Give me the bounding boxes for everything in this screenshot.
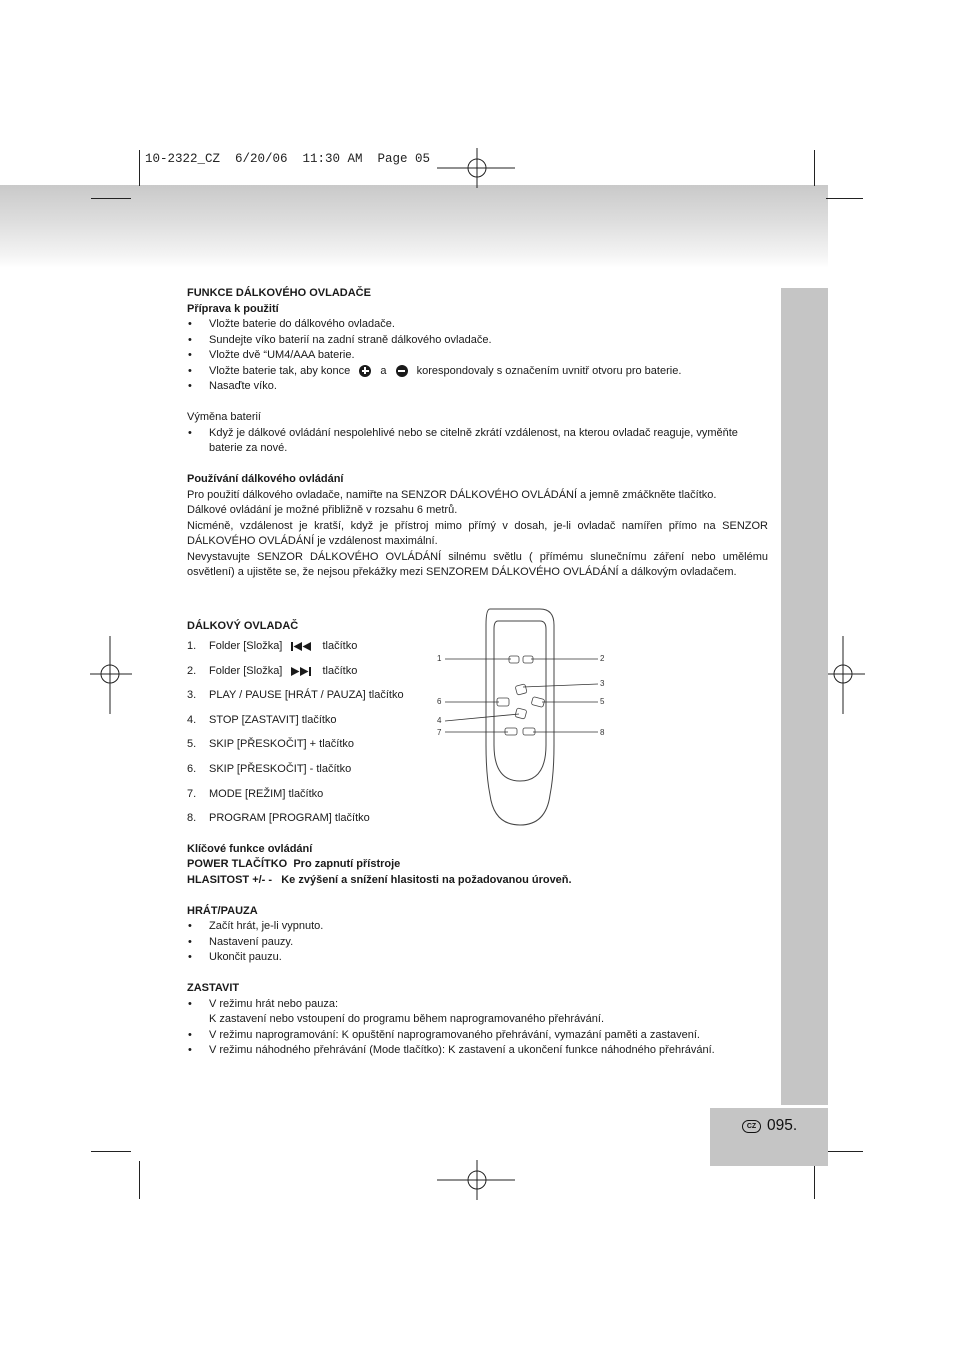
diagram-label: 3 bbox=[600, 679, 605, 688]
list-item: 8. PROGRAM [PROGRAM] tlačítko bbox=[187, 812, 370, 825]
list-item: • Nastavení pauzy. bbox=[187, 935, 768, 951]
usage-paragraph: Dálkové ovládání je možné přibližně v rozsahu 6 metrů. bbox=[187, 504, 458, 516]
side-bar bbox=[781, 288, 828, 1105]
button-1 bbox=[509, 656, 519, 663]
list-item: • Začít hrát, je-li vypnuto. bbox=[187, 919, 768, 935]
list-item: • V režimu hrát nebo pauza: K zastavení nebo vstoupení do programu během naprogramovaného přehrávání. bbox=[187, 997, 768, 1028]
volume-line: HLASITOST +/- - Ke zvýšení a snížení hlasitosti na požadovanou úroveň. bbox=[187, 873, 572, 886]
stop-title: ZASTAVIT bbox=[187, 982, 240, 995]
skip-back-icon bbox=[291, 642, 311, 651]
prep-heading: Příprava k použití bbox=[187, 302, 279, 315]
key-functions-title: Klíčové funkce ovládání bbox=[187, 842, 313, 855]
list-item: 1. Folder [Složka] tlačítko bbox=[187, 640, 358, 652]
button-4 bbox=[515, 708, 527, 719]
usage-paragraph: Nevystavujte SENZOR DÁLKOVÉHO OVLÁDÁNÍ silnému světlu ( přímému slunečnímu záření nebo umělému osvětlení) a ujistěte se, že nejsou překážky mezi SENZOREM DÁLKOVÉHO OVLÁDÁNÍ a dálkovým ovladačem. bbox=[187, 550, 768, 578]
button-8 bbox=[523, 728, 535, 735]
list-item: • Když je dálkové ovládání nespolehlivé nebo se citelně zkrátí vzdálenost, na kterou ovladač reaguje, vyměňte baterie za nové. bbox=[187, 426, 768, 457]
diagram-label: 4 bbox=[437, 716, 442, 725]
skip-forward-icon bbox=[291, 667, 311, 676]
list-item: • Vložte baterie tak, aby konce a korespondovaly s označením uvnitř otvoru pro baterie. bbox=[187, 364, 768, 380]
prep-list bbox=[187, 317, 768, 395]
button-3 bbox=[515, 684, 527, 695]
remote-list-title: DÁLKOVÝ OVLADAČ bbox=[187, 619, 299, 632]
list-item: • Sundejte víko baterií na zadní straně dálkového ovladače. bbox=[187, 333, 768, 349]
usage-paragraph: Pro použití dálkového ovladače, namiřte na SENZOR DÁLKOVÉHO OVLÁDÁNÍ a jemně zmáčkněte tlačítko. bbox=[187, 488, 717, 501]
registration-mark-top bbox=[437, 148, 517, 188]
list-item: 7. MODE [REŽIM] tlačítko bbox=[187, 787, 324, 800]
list-item: • Ukončit pauzu. bbox=[187, 950, 768, 966]
usage-paragraph: Nicméně, vzdálenost je kratší, když je přístroj mimo přímý v dosah, je-li ovladač namířen přímo na SENZOR DÁLKOVÉHO OVLÁDÁNÍ je vzdálenost maximální. bbox=[187, 519, 768, 547]
power-line: POWER TLAČÍTKO Pro zapnutí přístroje bbox=[187, 858, 401, 871]
page-number bbox=[742, 1117, 797, 1135]
remote-control-diagram bbox=[432, 605, 612, 830]
list-item: • Vložte baterie do dálkového ovladače. bbox=[187, 317, 768, 333]
registration-mark-right bbox=[823, 636, 865, 716]
diagram-label: 8 bbox=[600, 728, 605, 737]
button-2 bbox=[523, 656, 533, 663]
list-item: • Nasaďte víko. bbox=[187, 379, 768, 395]
usage-heading: Používání dálkového ovládání bbox=[187, 473, 344, 485]
list-item: 6. SKIP [PŘESKOČIT] - tlačítko bbox=[187, 762, 352, 775]
minus-icon bbox=[396, 365, 408, 377]
registration-mark-bottom bbox=[437, 1160, 517, 1200]
plus-icon bbox=[359, 365, 371, 377]
registration-mark-left bbox=[90, 636, 132, 716]
play-pause-title: HRÁT/PAUZA bbox=[187, 904, 258, 917]
diagram-label: 2 bbox=[600, 654, 605, 663]
battery-heading: Výměna baterií bbox=[187, 411, 261, 423]
list-item: 5. SKIP [PŘESKOČIT] + tlačítko bbox=[187, 738, 354, 751]
section-title-remote: FUNKCE DÁLKOVÉHO OVLADAČE bbox=[187, 287, 371, 299]
button-7 bbox=[505, 728, 517, 735]
diagram-label: 1 bbox=[437, 654, 442, 663]
language-badge: CZ bbox=[742, 1120, 761, 1133]
diagram-label: 6 bbox=[437, 697, 442, 706]
list-item: 4. STOP [ZASTAVIT] tlačítko bbox=[187, 713, 337, 726]
page-number-text: 095. bbox=[767, 1117, 798, 1134]
list-item: 2. Folder [Složka] tlačítko bbox=[187, 664, 358, 677]
diagram-label: 5 bbox=[600, 697, 605, 706]
print-slug: 10-2322_CZ 6/20/06 11:30 AM Page 05 bbox=[145, 152, 431, 166]
list-item: 3. PLAY / PAUSE [HRÁT / PAUZA] tlačítko bbox=[187, 689, 404, 702]
list-item: • V režimu naprogramování: K opuštění naprogramovaného přehrávání, vymazání paměti a zastavení. bbox=[187, 1028, 768, 1044]
list-item: • Vložte dvě “UM4/AAA baterie. bbox=[187, 348, 768, 364]
list-item: • V režimu náhodného přehrávání (Mode tlačítko): K zastavení a ukončení funkce náhodného přehrávání. bbox=[187, 1043, 768, 1059]
diagram-label: 7 bbox=[437, 728, 442, 737]
